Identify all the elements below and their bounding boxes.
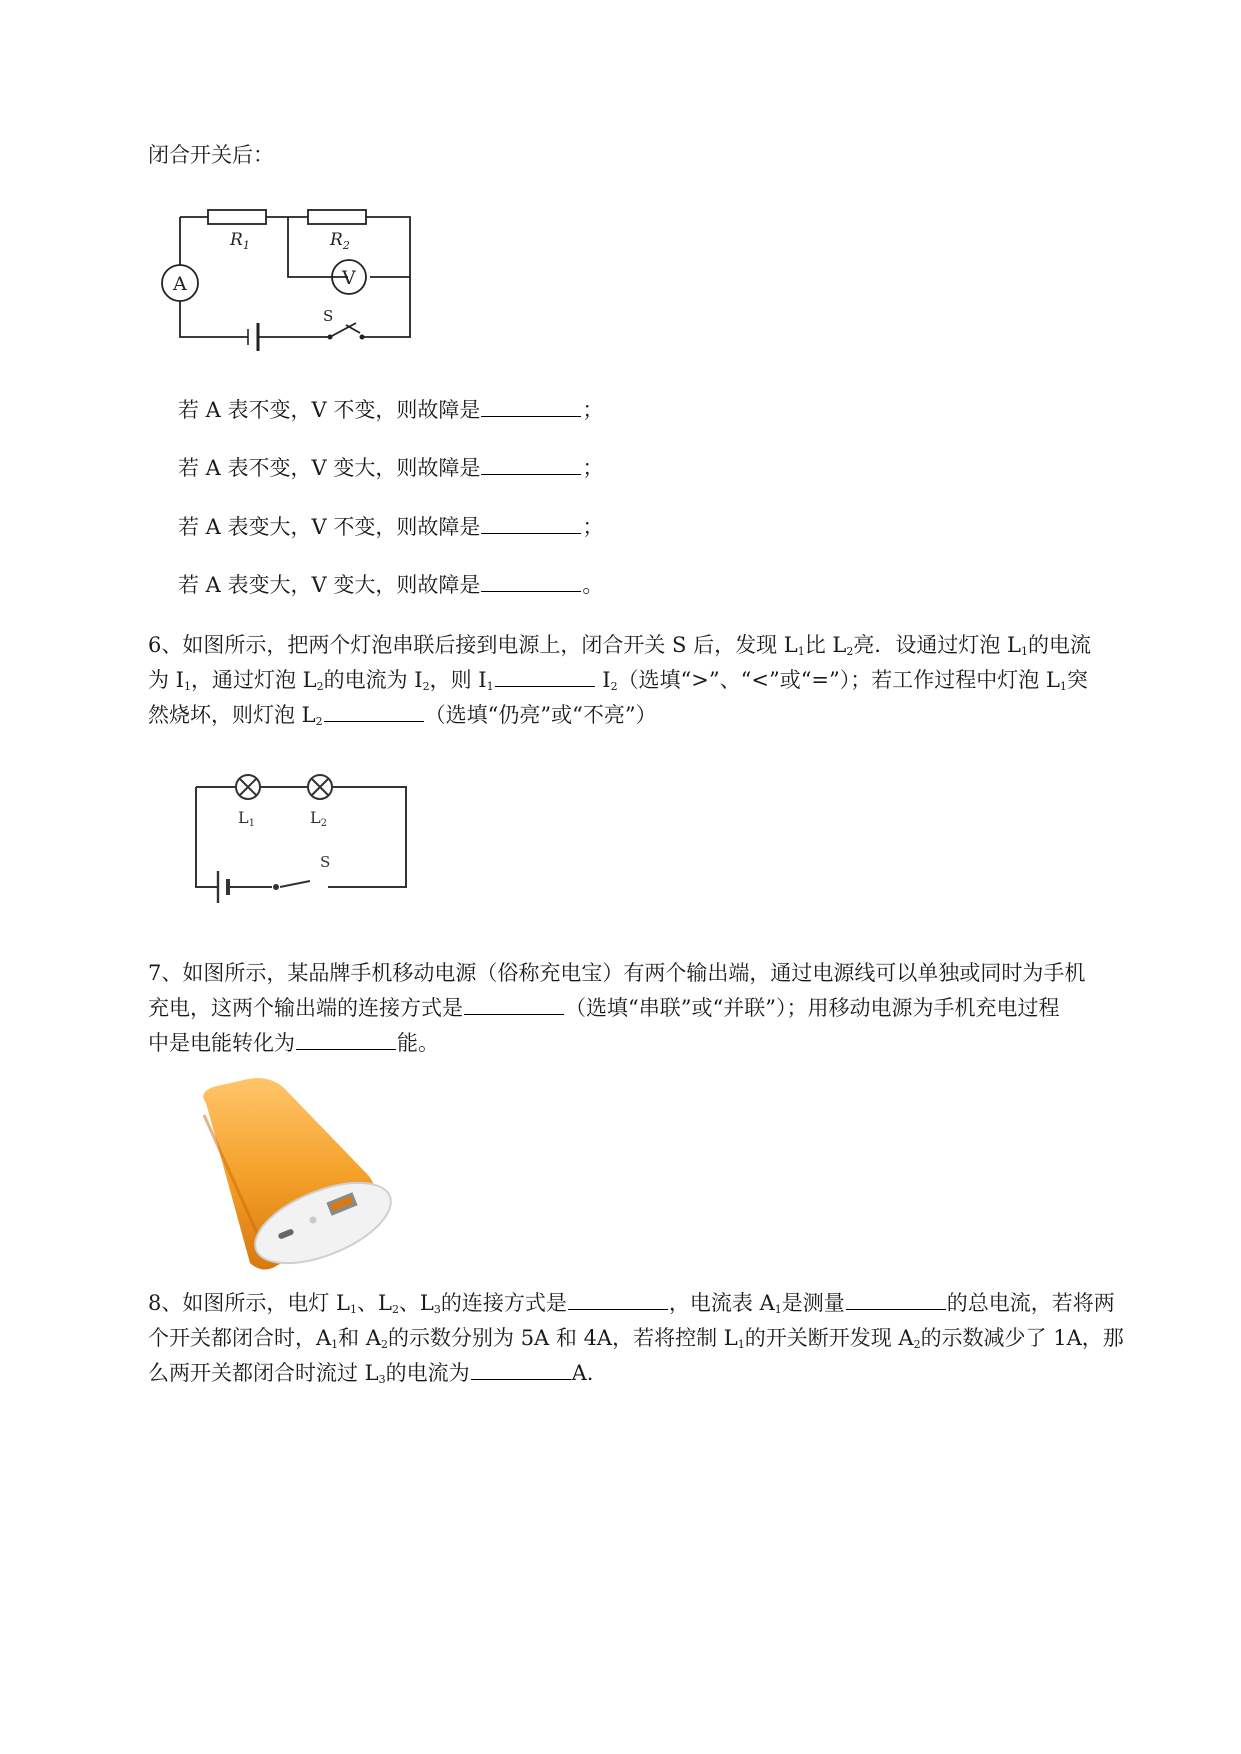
- svg-text:L1: L1: [238, 808, 255, 829]
- svg-text:R2: $R_2$: [330, 230, 350, 252]
- answer-blank[interactable]: [846, 1290, 946, 1310]
- power-bank-image: [178, 1075, 408, 1289]
- fault-line-4: 若 A 表变大，V 变大，则故障是 。: [178, 573, 604, 597]
- q6-line-1: 6、如图所示，把两个灯泡串联后接到电源上，闭合开关 S 后，发现 $L_1$比 $L_2$亮．设通过灯泡 $L_1$的电流: [148, 633, 1091, 658]
- q8-line-2: 个开关都闭合时，$A_1$和 $A_2$的示数分别为 5A 和 4A，若将控制 $L_1$的开关断开发现 $A_2$的示数减少了 1A，那: [148, 1326, 1124, 1351]
- svg-text:S: S: [323, 307, 334, 325]
- answer-blank[interactable]: [296, 1030, 396, 1050]
- q6-line-3: 然烧坏，则灯泡 $L_2$ （选填“仍亮”或“不亮”）: [148, 703, 657, 728]
- resistor-r1: [208, 210, 266, 224]
- fault-line-3: 若 A 表变大，V 不变，则故障是 ；: [178, 515, 604, 539]
- answer-blank[interactable]: [495, 667, 595, 687]
- q7-line-3: 中是电能转化为 能。: [148, 1031, 439, 1055]
- svg-text:V: V: [342, 267, 356, 289]
- q6-line-2: 为 $I_1$，通过灯泡 $L_2$的电流为 $I_2$，则 $I_1$ $I_2$（选填“>”、“<”或“=”）；若工作过程中灯泡 $L_1$突: [148, 668, 1088, 693]
- answer-blank[interactable]: [481, 572, 581, 592]
- circuit-diagram-2: [188, 755, 413, 919]
- intro-text: 闭合开关后：: [148, 143, 274, 167]
- answer-blank[interactable]: [481, 514, 581, 534]
- q7-line-1: 7、如图所示，某品牌手机移动电源（俗称充电宝）有两个输出端，通过电源线可以单独或同时为手机: [148, 961, 1086, 985]
- svg-text:R1: $R_1$: [230, 230, 250, 252]
- switch-lever: [330, 323, 356, 337]
- answer-blank[interactable]: [471, 1360, 571, 1380]
- answer-blank[interactable]: [324, 702, 424, 722]
- q8-line-3: 么两开关都闭合时流过 $L_3$的电流为 A.: [148, 1361, 594, 1386]
- fault-line-2: 若 A 表不变，V 变大，则故障是 ；: [178, 456, 604, 480]
- q7-line-2: 充电，这两个输出端的连接方式是 （选填“串联”或“并联”）；用移动电源为手机充电过程: [148, 996, 1060, 1020]
- resistor-r2: [308, 210, 366, 224]
- q8-line-1: 8、如图所示，电灯 $L_1$、$L_2$、$L_3$的连接方式是 ，电流表 $A_1$是测量 的总电流，若将两: [148, 1291, 1115, 1316]
- answer-blank[interactable]: [464, 995, 564, 1015]
- svg-text:S: S: [320, 853, 331, 871]
- answer-blank[interactable]: [568, 1290, 668, 1310]
- circuit-diagram-1: [160, 205, 460, 364]
- fault-line-1: 若 A 表不变，V 不变，则故障是 ；: [178, 398, 604, 422]
- svg-text:L2: L2: [310, 808, 327, 829]
- answer-blank[interactable]: [481, 455, 581, 475]
- svg-text:A: A: [173, 273, 187, 295]
- answer-blank[interactable]: [481, 397, 581, 417]
